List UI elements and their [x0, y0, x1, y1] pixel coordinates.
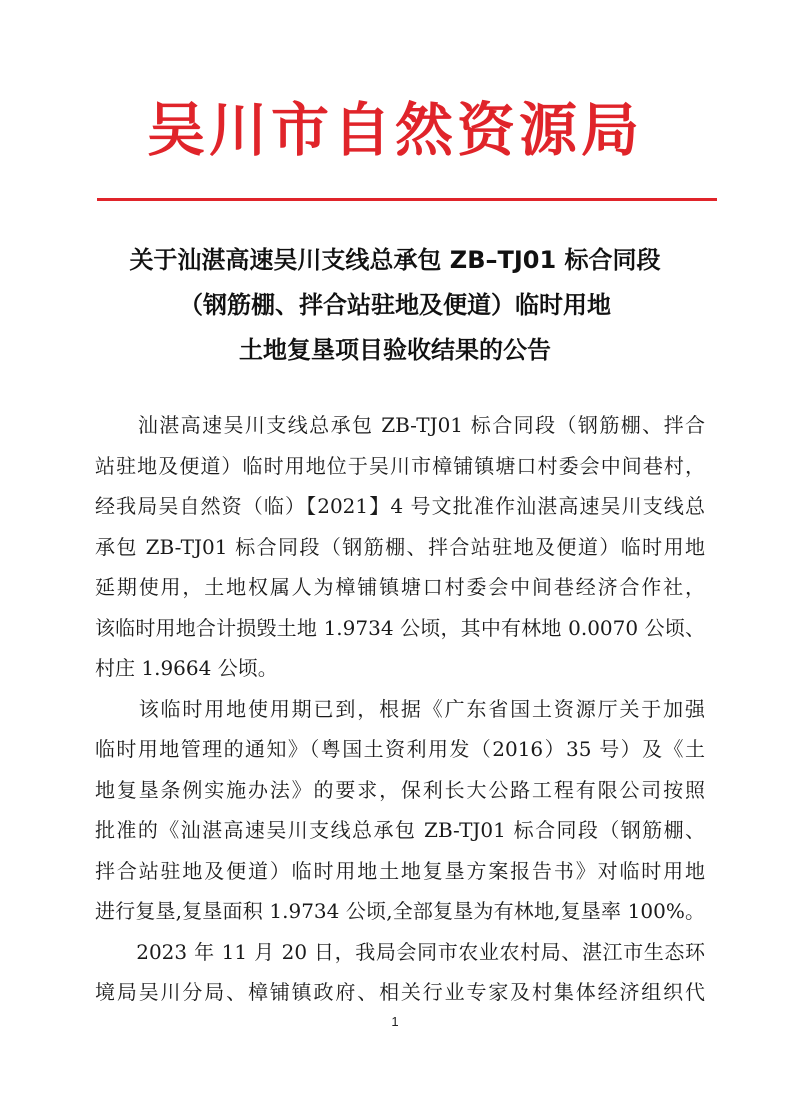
paragraph-line: 该临时用地使用期已到，根据《广东省国土资源厅关于加强 — [95, 696, 705, 721]
paragraph-3 — [95, 932, 705, 1013]
paragraph-line: 临时用地管理的通知》（粤国土资利用发（2016）35 号）及《土 — [95, 737, 705, 761]
title-line-2: （钢筋棚、拌合站驻地及便道）临时用地 — [179, 291, 611, 319]
paragraph-line: 站驻地及便道）临时用地位于吴川市樟铺镇塘口村委会中间巷村， — [95, 453, 705, 478]
paragraph-2 — [95, 689, 705, 932]
paragraph-line: 承包 ZB-TJ01 标合同段（钢筋棚、拌合站驻地及便道）临时用地 — [95, 534, 705, 559]
announcement-title — [60, 238, 730, 373]
red-divider-line — [97, 198, 717, 201]
issuing-authority-header: 吴川市自然资源局 — [146, 96, 643, 164]
title-line-1: 关于汕湛高速吴川支线总承包 ZB–TJ01 标合同段 — [129, 246, 661, 274]
page-number: 1 — [391, 1014, 399, 1029]
paragraph-line: 2023 年 11 月 20 日，我局会同市农业农村局、湛江市生态环 — [95, 939, 705, 964]
paragraph-line: 延期使用，土地权属人为樟铺镇塘口村委会中间巷经济合作社， — [95, 575, 705, 599]
paragraph-1 — [95, 405, 705, 689]
paragraph-line: 境局吴川分局、樟铺镇政府、相关行业专家及村集体经济组织代 — [95, 980, 705, 1004]
paragraph-line: 村庄 1.9664 公顷。 — [95, 656, 278, 680]
announcement-body — [95, 405, 705, 1013]
paragraph-line: 该临时用地合计损毁土地 1.9734 公顷，其中有林地 0.0070 公顷、 — [95, 615, 705, 640]
paragraph-line: 经我局吴自然资（临）【2021】4 号文批准作汕湛高速吴川支线总 — [95, 494, 705, 518]
paragraph-line: 进行复垦,复垦面积 1.9734 公顷,全部复垦为有林地,复垦率 100%。 — [95, 899, 705, 923]
title-line-3: 土地复垦项目验收结果的公告 — [239, 336, 551, 364]
paragraph-line: 批准的《汕湛高速吴川支线总承包 ZB-TJ01 标合同段（钢筋棚、 — [95, 818, 705, 842]
paragraph-line: 汕湛高速吴川支线总承包 ZB-TJ01 标合同段（钢筋棚、拌合 — [95, 413, 705, 437]
paragraph-line: 地复垦条例实施办法》的要求，保利长大公路工程有限公司按照 — [95, 777, 705, 802]
paragraph-line: 拌合站驻地及便道）临时用地土地复垦方案报告书》对临时用地 — [95, 858, 705, 883]
